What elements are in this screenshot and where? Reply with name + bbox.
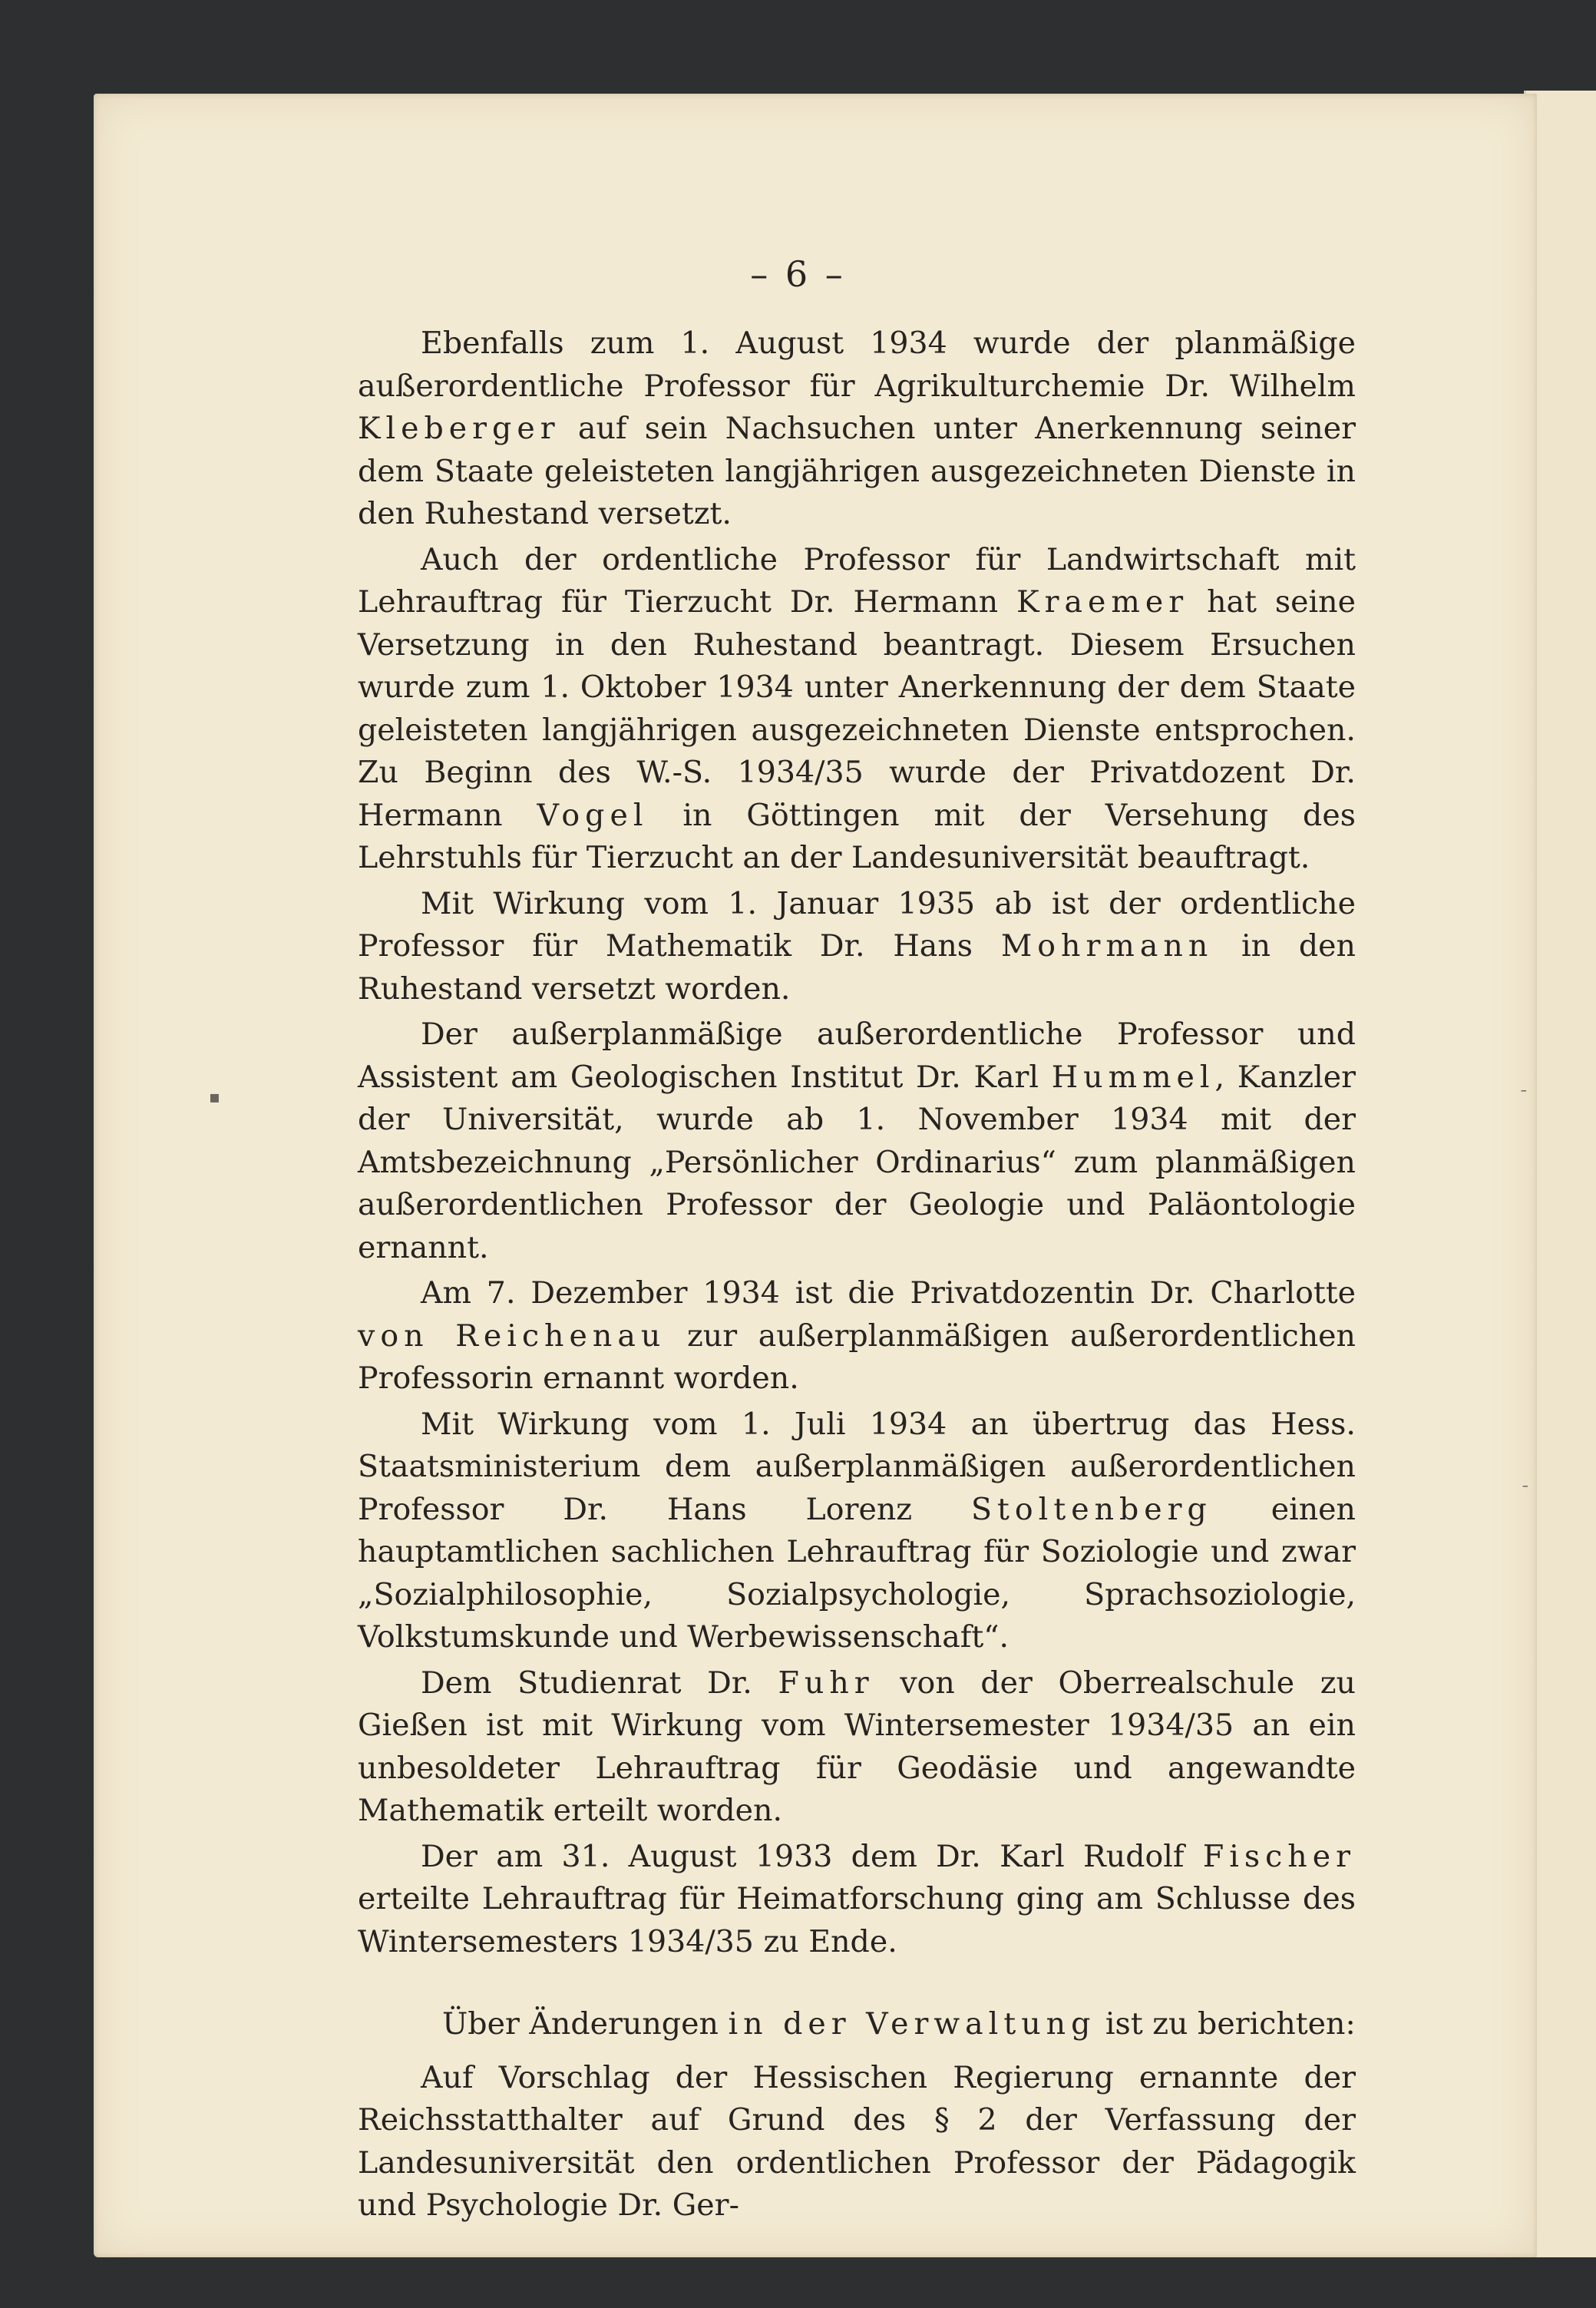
spaced-name: Mohrmann [1000,928,1214,964]
spaced-name: Vogel [537,797,649,833]
spaced-name: Fuhr [778,1665,874,1701]
paragraph-text: erteilte Lehrauftrag für Heimatforschung ging am Schlusse des Wintersemesters 1934/35 zu Ende. [358,1881,1356,1959]
paragraph-text: Der am 31. August 1933 dem Dr. Karl Rudolf [421,1838,1203,1874]
paragraph-mohrmann [358,883,1356,1011]
spaced-name: Stoltenberg [970,1491,1212,1527]
paragraph-text: in Göttingen mit der Versehung des Lehrstuhls für Tierzucht an der Landesuniversität beauftragt. [358,797,1356,875]
paragraph-text: zur außerplanmäßigen außerordentlichen Professorin ernannt worden. [358,1318,1356,1396]
paragraph-text: von der Oberrealschule zu Gießen ist mit Wirkung vom Wintersemester 1934/35 an ein unbesoldeter Lehrauftrag für Geodäsie und angewandte Mathematik erteilt worden. [358,1665,1356,1828]
paragraph-hummel [358,1013,1356,1269]
paragraph-final [358,2057,1356,2227]
paragraph-kraemer [358,539,1356,880]
paragraph-fischer [358,1836,1356,1964]
spaced-name: Kleberger [358,411,560,446]
spaced-name: von Reichenau [358,1318,666,1354]
paragraph-text: einen hauptamtlichen sachlichen Lehrauftrag für Soziologie und zwar „Sozialphilosophie, Sozialpsychologie, Sprachsoziologie, Volkstumskunde und Werbewissenschaft“. [358,1491,1356,1655]
spaced-name: Kraemer [1016,584,1189,620]
section-heading [358,2003,1356,2046]
spaced-name: Hummel [1051,1059,1215,1095]
margin-speck: ▪ [209,1088,220,1107]
paragraph-text: , Kanzler der Universität, wurde ab 1. November 1934 mit der Amtsbezeichnung „Persönlicher Ordinarius“ zum planmäßigen außerordentlichen Professor der Geologie und Paläontologie ernannt. [358,1059,1356,1265]
margin-speck-right-lower: ᐨ [1522,1480,1529,1501]
paragraph-text: Ebenfalls zum 1. August 1934 wurde der planmäßige außerordentliche Professor für Agrikulturchemie Dr. Wilhelm [358,326,1356,404]
paragraph-text: Auch der ordentliche Professor für Landwirtschaft mit Lehrauftrag für Tierzucht Dr. Hermann [358,541,1356,620]
heading-text: Über Änderungen [442,2006,729,2042]
paragraph-stoltenberg [358,1404,1356,1659]
paragraph-text: Dem Studienrat Dr. [421,1665,778,1701]
page-number: – 6 – [750,253,846,295]
paragraph-fuhr [358,1662,1356,1833]
paragraph-kleberger [358,322,1356,536]
heading-spaced-text: in der Verwaltung [728,2006,1096,2042]
document-body [358,322,1356,2230]
margin-speck-right: ᐨ [1520,1084,1528,1106]
paragraph-text: auf sein Nachsuchen unter Anerkennung seiner dem Staate geleisteten langjährigen ausgezeichneten Dienste in den Ruhestand versetzt. [358,411,1356,531]
paragraph-text: Mit Wirkung vom 1. Januar 1935 ab ist der ordentliche Professor für Mathematik Dr. Hans [358,885,1356,964]
paragraph-text: in den Ruhestand versetzt worden. [358,928,1356,1007]
heading-text: ist zu berichten: [1095,2006,1356,2042]
paragraph-text: Mit Wirkung vom 1. Juli 1934 an übertrug das Hess. Staatsministerium dem außerplanmäßigen außerordentlichen Professor Dr. Hans Lorenz [358,1406,1356,1527]
paragraph-text: hat seine Versetzung in den Ruhestand beantragt. Diesem Ersuchen wurde zum 1. Oktober 1934 unter Anerkennung der dem Staate geleisteten langjährigen ausgezeichneten Dienste entsprochen. Zu Beginn des W.-S. 1934/35 wurde der Privatdozent Dr. Hermann [358,584,1356,833]
paragraph-text: Der außerplanmäßige außerordentliche Professor und Assistent am Geologischen Institut Dr. Karl [358,1017,1356,1095]
paragraph-text: Am 7. Dezember 1934 ist die Privatdozentin Dr. Charlotte [421,1275,1356,1311]
spaced-name: Fischer [1202,1838,1356,1874]
paragraph-reichenau [358,1272,1356,1400]
paragraph-text: Auf Vorschlag der Hessischen Regierung ernannte der Reichsstatthalter auf Grund des § 2 der Verfassung der Landesuniversität den ordentlichen Professor der Pädagogik und Psychologie Dr. Ger- [358,2059,1356,2223]
